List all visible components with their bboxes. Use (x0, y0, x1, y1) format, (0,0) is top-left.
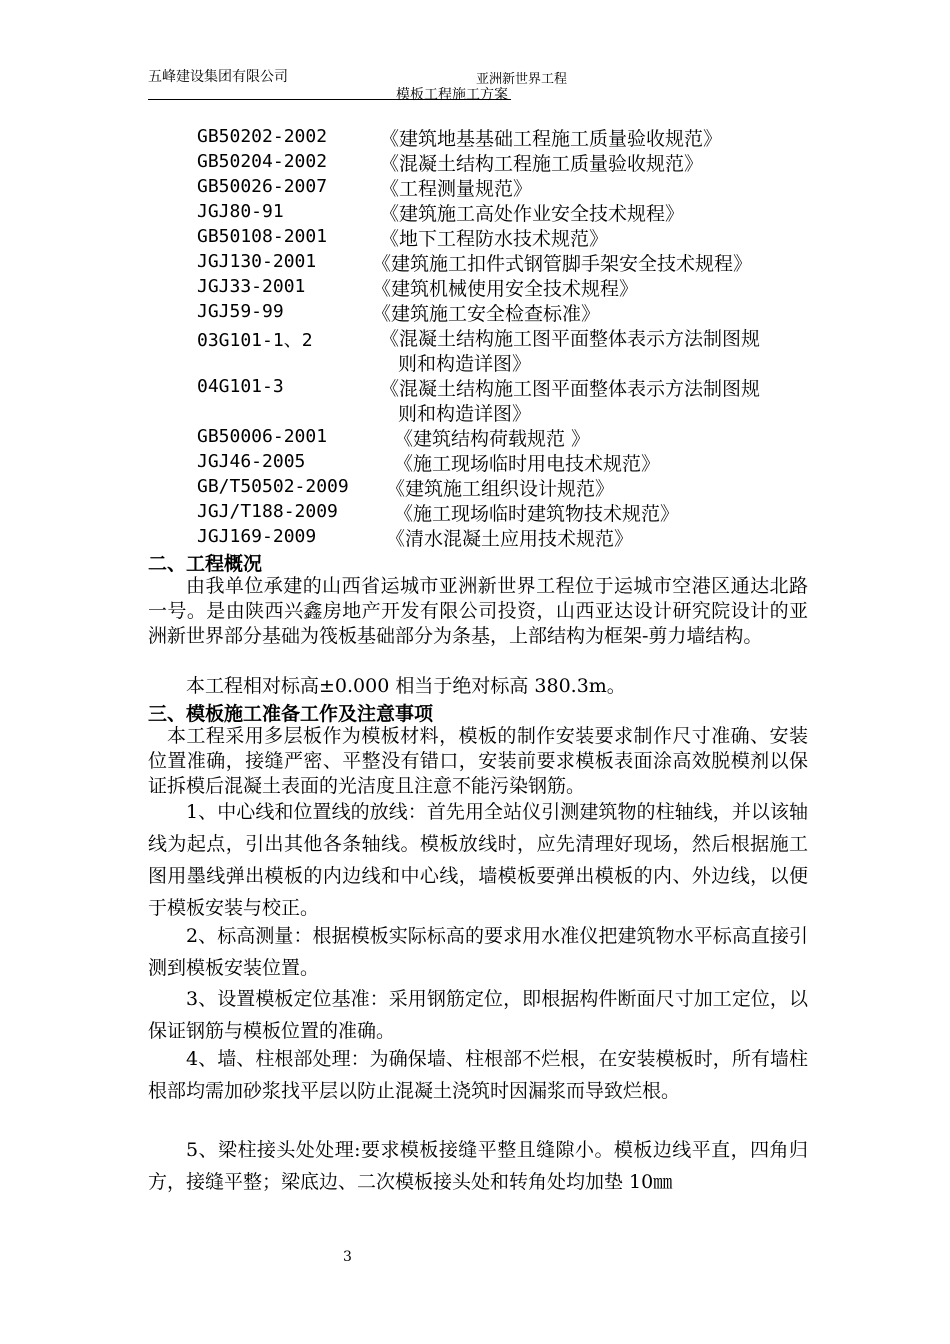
ref-code: 03G101-1、2 (197, 330, 313, 351)
ref-title: 《混凝土结构工程施工质量验收规范》 (380, 153, 704, 175)
ref-title: 《建筑施工扣件式钢管脚手架安全技术规程》 (372, 253, 753, 275)
ref-code: GB/T50502-2009 (197, 476, 349, 497)
ref-title: 《建筑施工组织设计规范》 (386, 478, 615, 500)
section-heading: 二、工程概况 (148, 553, 263, 575)
ref-code: JGJ46-2005 (197, 451, 306, 472)
list-item: 1、中心线和位置线的放线：首先用全站仪引测建筑物的柱轴线，并以该轴线为起点，引出其他各条轴线。模板放线时，应先清理好现场，然后根据施工图用墨线弹出模板的内边线和中心线，墙模板要弹出模板的内、外边线，以便于模板安装与校正。 (148, 801, 808, 919)
ref-title: 《建筑施工安全检查标准》 (372, 303, 601, 325)
page-number: 3 (343, 1249, 352, 1265)
ref-title: 《施工现场临时建筑物技术规范》 (394, 503, 680, 525)
header-company: 五峰建设集团有限公司 (148, 69, 288, 85)
ref-title: 《混凝土结构施工图平面整体表示方法制图规 (380, 328, 761, 350)
ref-title: 《混凝土结构施工图平面整体表示方法制图规 (380, 378, 761, 400)
ref-title-continued: 则和构造详图》 (398, 403, 532, 425)
ref-title: 《清水混凝土应用技术规范》 (386, 528, 634, 550)
ref-code: GB50202-2002 (197, 126, 328, 147)
header-project: 亚洲新世界工程 (476, 72, 568, 87)
ref-title: 《施工现场临时用电技术规范》 (394, 453, 661, 475)
ref-code: JGJ59-99 (197, 301, 284, 322)
ref-code: GB50108-2001 (197, 226, 328, 247)
ref-code: JGJ80-91 (197, 201, 284, 222)
paragraph: 本工程相对标高±0.000 相当于绝对标高 380.3m。 (186, 675, 626, 697)
ref-code: 04G101-3 (197, 376, 284, 397)
ref-title: 《工程测量规范》 (380, 178, 533, 200)
list-item: 3、设置模板定位基准：采用钢筋定位，即根据构件断面尺寸加工定位，以保证钢筋与模板位置的准确。 (148, 988, 808, 1042)
list-item: 4、墙、柱根部处理：为确保墙、柱根部不烂根，在安装模板时，所有墙柱根部均需加砂浆找平层以防止混凝土浇筑时因漏浆而导致烂根。 (148, 1048, 808, 1102)
paragraph: 本工程采用多层板作为模板材料，模板的制作安装要求制作尺寸准确、安装位置准确，接缝严密、平整没有错口，安装前要求模板表面涂高效脱模剂以保证拆模后混凝土表面的光洁度且注意不能污染钢筋。 (148, 725, 808, 797)
ref-code: GB50204-2002 (197, 151, 328, 172)
ref-code: GB50026-2007 (197, 176, 328, 197)
header-doc-title: 模板工程施工方案 (396, 87, 508, 103)
section-heading: 三、模板施工准备工作及注意事项 (148, 703, 434, 725)
list-item: 2、标高测量：根据模板实际标高的要求用水准仪把建筑物水平标高直接引测到模板安装位置。 (148, 925, 808, 979)
ref-title: 《地下工程防水技术规范》 (380, 228, 609, 250)
ref-title: 《建筑机械使用安全技术规程》 (372, 278, 639, 300)
header-rule (148, 99, 511, 100)
list-item: 5、梁柱接头处处理:要求模板接缝平整且缝隙小。模板边线平直，四角归方，接缝平整；梁底边、二次模板接头处和转角处均加垫 10㎜ (148, 1139, 808, 1193)
ref-code: JGJ130-2001 (197, 251, 317, 272)
ref-code: JGJ169-2009 (197, 526, 317, 547)
paragraph: 由我单位承建的山西省运城市亚洲新世界工程位于运城市空港区通达北路一号。是由陕西兴鑫房地产开发有限公司投资，山西亚达设计研究院设计的亚洲新世界部分基础为筏板基础部分为条基，上部结构为框架-剪力墙结构。 (148, 575, 808, 647)
ref-code: JGJ/T188-2009 (197, 501, 338, 522)
ref-title: 《建筑结构荷载规范 》 (394, 428, 591, 450)
ref-title: 《建筑施工高处作业安全技术规程》 (380, 203, 685, 225)
ref-title: 《建筑地基基础工程施工质量验收规范》 (380, 128, 723, 150)
ref-code: GB50006-2001 (197, 426, 328, 447)
ref-title-continued: 则和构造详图》 (398, 353, 532, 375)
ref-code: JGJ33-2001 (197, 276, 306, 297)
